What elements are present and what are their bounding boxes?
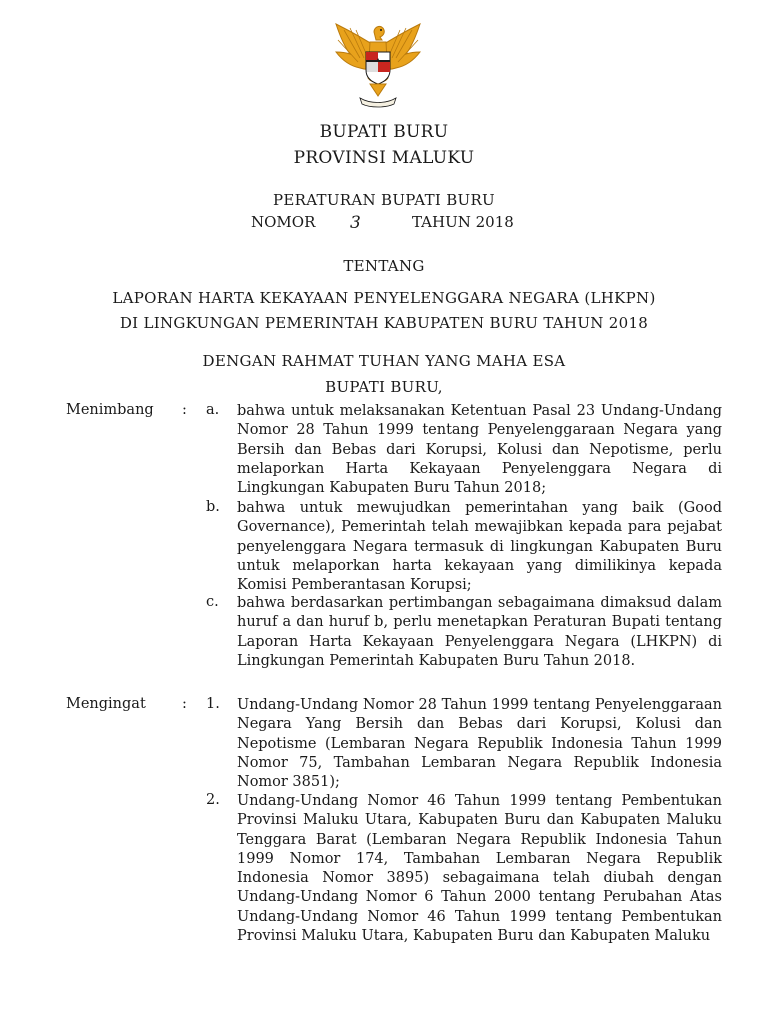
nomor-value: 3 xyxy=(350,213,361,233)
item-text: bahwa berdasarkan pertimbangan sebagaimana dimaksud dalam huruf a dan huruf b, perlu menetapkan Peraturan Bupati tentang Laporan Harta Kekayaan Penyelenggara Negara (LHKPN) di Lingkungan Pemerintah Kabupaten Buru Tahun 2018. xyxy=(237,595,722,669)
nomor-label: NOMOR xyxy=(251,213,316,231)
menimbang-colon: : xyxy=(182,402,187,418)
tentang-heading: TENTANG xyxy=(343,257,425,275)
item-marker: 1. xyxy=(206,696,220,712)
year-label: TAHUN 2018 xyxy=(412,213,514,231)
item-text: Undang-Undang Nomor 46 Tahun 1999 tentang Pembentukan Provinsi Maluku Utara, Kabupaten Buru dan Kabupaten Maluku Tenggara Barat (Lembaran Negara Republik Indonesia Tahun 1999 Nomor 174, Tambahan Lembaran Negara Republik Indonesia Nomor 3895) sebagaimana telah diubah dengan Undang-Undang Nomor 6 Tahun 2000 tentang Perubahan Atas Undang-Undang Nomor 46 Tahun 1999 tentang Pembentukan Provinsi Maluku Utara, Kabupaten Buru dan Kabupaten Maluku xyxy=(237,793,722,945)
mengingat-label: Mengingat xyxy=(66,696,146,712)
item-marker: c. xyxy=(206,594,219,610)
header-title: BUPATI BURU xyxy=(319,122,449,142)
item-marker: 2. xyxy=(206,792,220,808)
mengingat-colon: : xyxy=(182,696,187,712)
regulation-type: PERATURAN BUPATI BURU xyxy=(272,191,495,209)
regulation-title-line1: LAPORAN HARTA KEKAYAAN PENYELENGGARA NEGARA (LHKPN) xyxy=(112,289,656,307)
garuda-emblem-icon xyxy=(330,18,426,108)
menimbang-label: Menimbang xyxy=(66,402,154,418)
item-marker: a. xyxy=(206,402,220,418)
item-text: Undang-Undang Nomor 28 Tahun 1999 tentang Penyelenggaraan Negara Yang Bersih dan Bebas dari Korupsi, Kolusi dan Nepotisme (Lembaran Negara Republik Indonesia Tahun 1999 Nomor 75, Tambahan Lembaran Negara Republik Indonesia Nomor 3851); xyxy=(237,697,722,791)
regulation-title-line2: DI LINGKUNGAN PEMERINTAH KABUPATEN BURU TAHUN 2018 xyxy=(119,314,649,332)
header-province: PROVINSI MALUKU xyxy=(293,148,475,168)
item-marker: b. xyxy=(206,499,220,515)
blessing-text: DENGAN RAHMAT TUHAN YANG MAHA ESA xyxy=(202,352,566,370)
item-text: bahwa untuk mewujudkan pemerintahan yang baik (Good Governance), Pemerintah telah mewajibkan kepada para pejabat penyelenggara Negara termasuk di lingkungan Kabupaten Buru untuk melaporkan harta kekayaan yang dimilikinya kepada Komisi Pemberantasan Korupsi; xyxy=(237,500,722,594)
official-title: BUPATI BURU, xyxy=(325,378,443,396)
item-text: bahwa untuk melaksanakan Ketentuan Pasal 23 Undang-Undang Nomor 28 Tahun 1999 tentang Penyelenggaraan Negara yang Bersih dan Bebas dari Korupsi, Kolusi dan Nepotisme, perlu melaporkan Harta Kekayaan Penyelenggara Negara di Lingkungan Kabupaten Buru Tahun 2018; xyxy=(237,403,722,497)
